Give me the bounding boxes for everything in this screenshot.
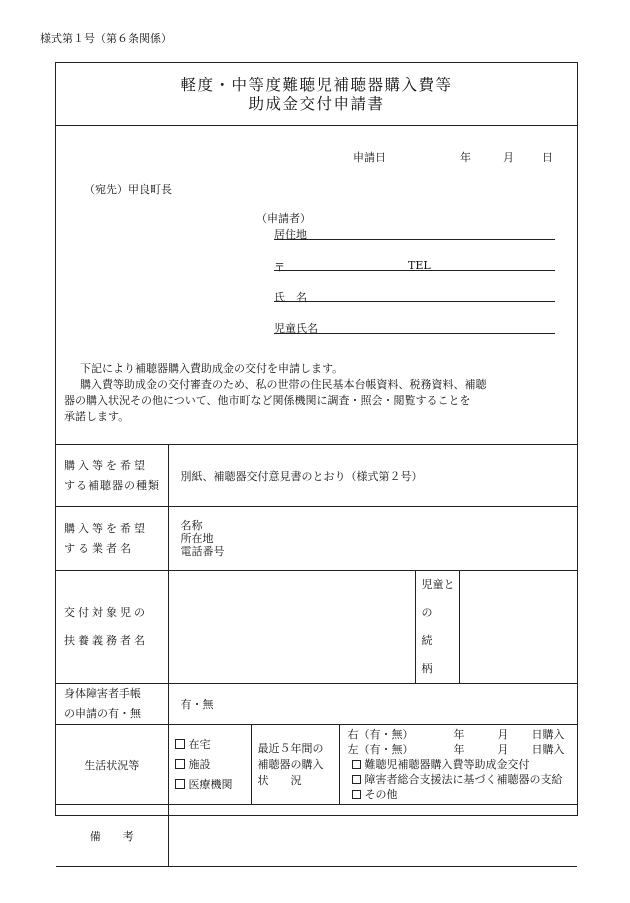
row-living-status [56,725,577,805]
child-name-label: 児童氏名 [274,322,318,335]
statement-line-1: 下記により補聴器購入費助成金の交付を申請します。 [80,362,344,375]
hearing-aid-type-value[interactable]: 別紙、補聴器交付意見書のとおり（様式第２号） [168,445,577,507]
left-ear-label: 左（有・無） [347,743,414,756]
row-hearing-aid-type [56,445,577,507]
postal-label: 〒 [274,261,285,274]
relationship-field[interactable] [459,571,577,684]
applicant-heading: （申請者） [256,212,311,225]
application-form [55,62,578,843]
checkbox-home[interactable] [175,739,185,749]
vendor-address-label: 所在地 [180,532,214,545]
vendor-phone-label: 電話番号 [180,545,225,558]
statement-line-4: 承諾します。 [64,410,130,423]
date-month-field[interactable]: 月 [503,151,514,164]
postal-tel-field[interactable] [274,270,555,271]
purchase-history-detail [339,725,577,805]
check-subsidy[interactable]: 難聴児補聴器購入費等助成金交付 [348,757,578,772]
right-ear-label: 右（有・無） [347,728,414,741]
disability-card-value[interactable]: 有・無 [168,684,577,725]
date-day-field[interactable]: 日 [542,151,553,164]
application-date-label: 申請日 [353,151,386,164]
statement-line-3: 器の購入状況その他について、他市町など関係機関に調査・照会・閲覧することを [64,394,471,407]
checkbox-support-act[interactable] [352,775,361,784]
addressee: （宛先）甲良町長 [84,183,172,196]
address-label: 居住地 [274,228,307,241]
vendor-value[interactable] [168,507,577,571]
option-home[interactable]: 在宅 [175,735,251,755]
checkbox-subsidy[interactable] [352,760,361,769]
row-remarks [56,805,577,867]
option-medical[interactable]: 医療機関 [175,775,251,795]
label-relationship: 児童との 続 柄 [415,571,459,684]
details-table [56,444,577,867]
remarks-field[interactable] [168,805,577,867]
check-support-act[interactable]: 障害者総合支援法に基づく補聴器の支給 [348,772,578,787]
label-living-status: 生活状況等 [56,725,168,805]
label-remarks: 備 考 [56,805,168,867]
address-field[interactable] [274,239,555,240]
title-line-1: 軽度・中等度難聴児補聴器購入費等 [180,76,453,94]
name-field[interactable] [274,301,555,302]
label-guardian: 交付対象児の 扶養義務者名 [56,571,168,684]
row-disability-card [56,684,577,725]
label-hearing-aid-type: 購入等を希望 する補聴器の種類 [56,445,168,507]
check-other[interactable]: その他 [348,787,578,802]
form-title [56,63,577,126]
living-status-options [168,725,251,805]
label-purchase-history: 最近５年間の 補聴器の購入 状 況 [251,725,339,805]
row-vendor [56,507,577,571]
form-number: 様式第１号（第６条関係） [40,32,172,45]
child-name-field[interactable] [274,333,555,334]
checkbox-medical[interactable] [175,779,185,789]
checkbox-other[interactable] [352,790,361,799]
right-ear-row: 右（有・無） 年 月 日購入 [347,728,565,741]
tel-label: TEL [408,259,431,272]
row-guardian [56,571,577,684]
label-disability-card: 身体障害者手帳 の申請の有・無 [56,684,168,725]
statement-line-2: 購入費等助成金の交付審査のため、私の世帯の住民基本台帳資料、税務資料、補聴 [80,378,487,391]
guardian-name-field[interactable] [168,571,415,684]
vendor-name-label: 名称 [180,519,203,532]
left-ear-row: 左（有・無） 年 月 日購入 [347,743,565,756]
name-label: 氏 名 [274,291,307,304]
title-line-2: 助成金交付申請書 [248,95,385,113]
date-year-field[interactable]: 年 [460,151,471,164]
option-facility[interactable]: 施設 [175,755,251,775]
checkbox-facility[interactable] [175,759,185,769]
label-vendor: 購入等を希望 する業者名 [56,507,168,571]
